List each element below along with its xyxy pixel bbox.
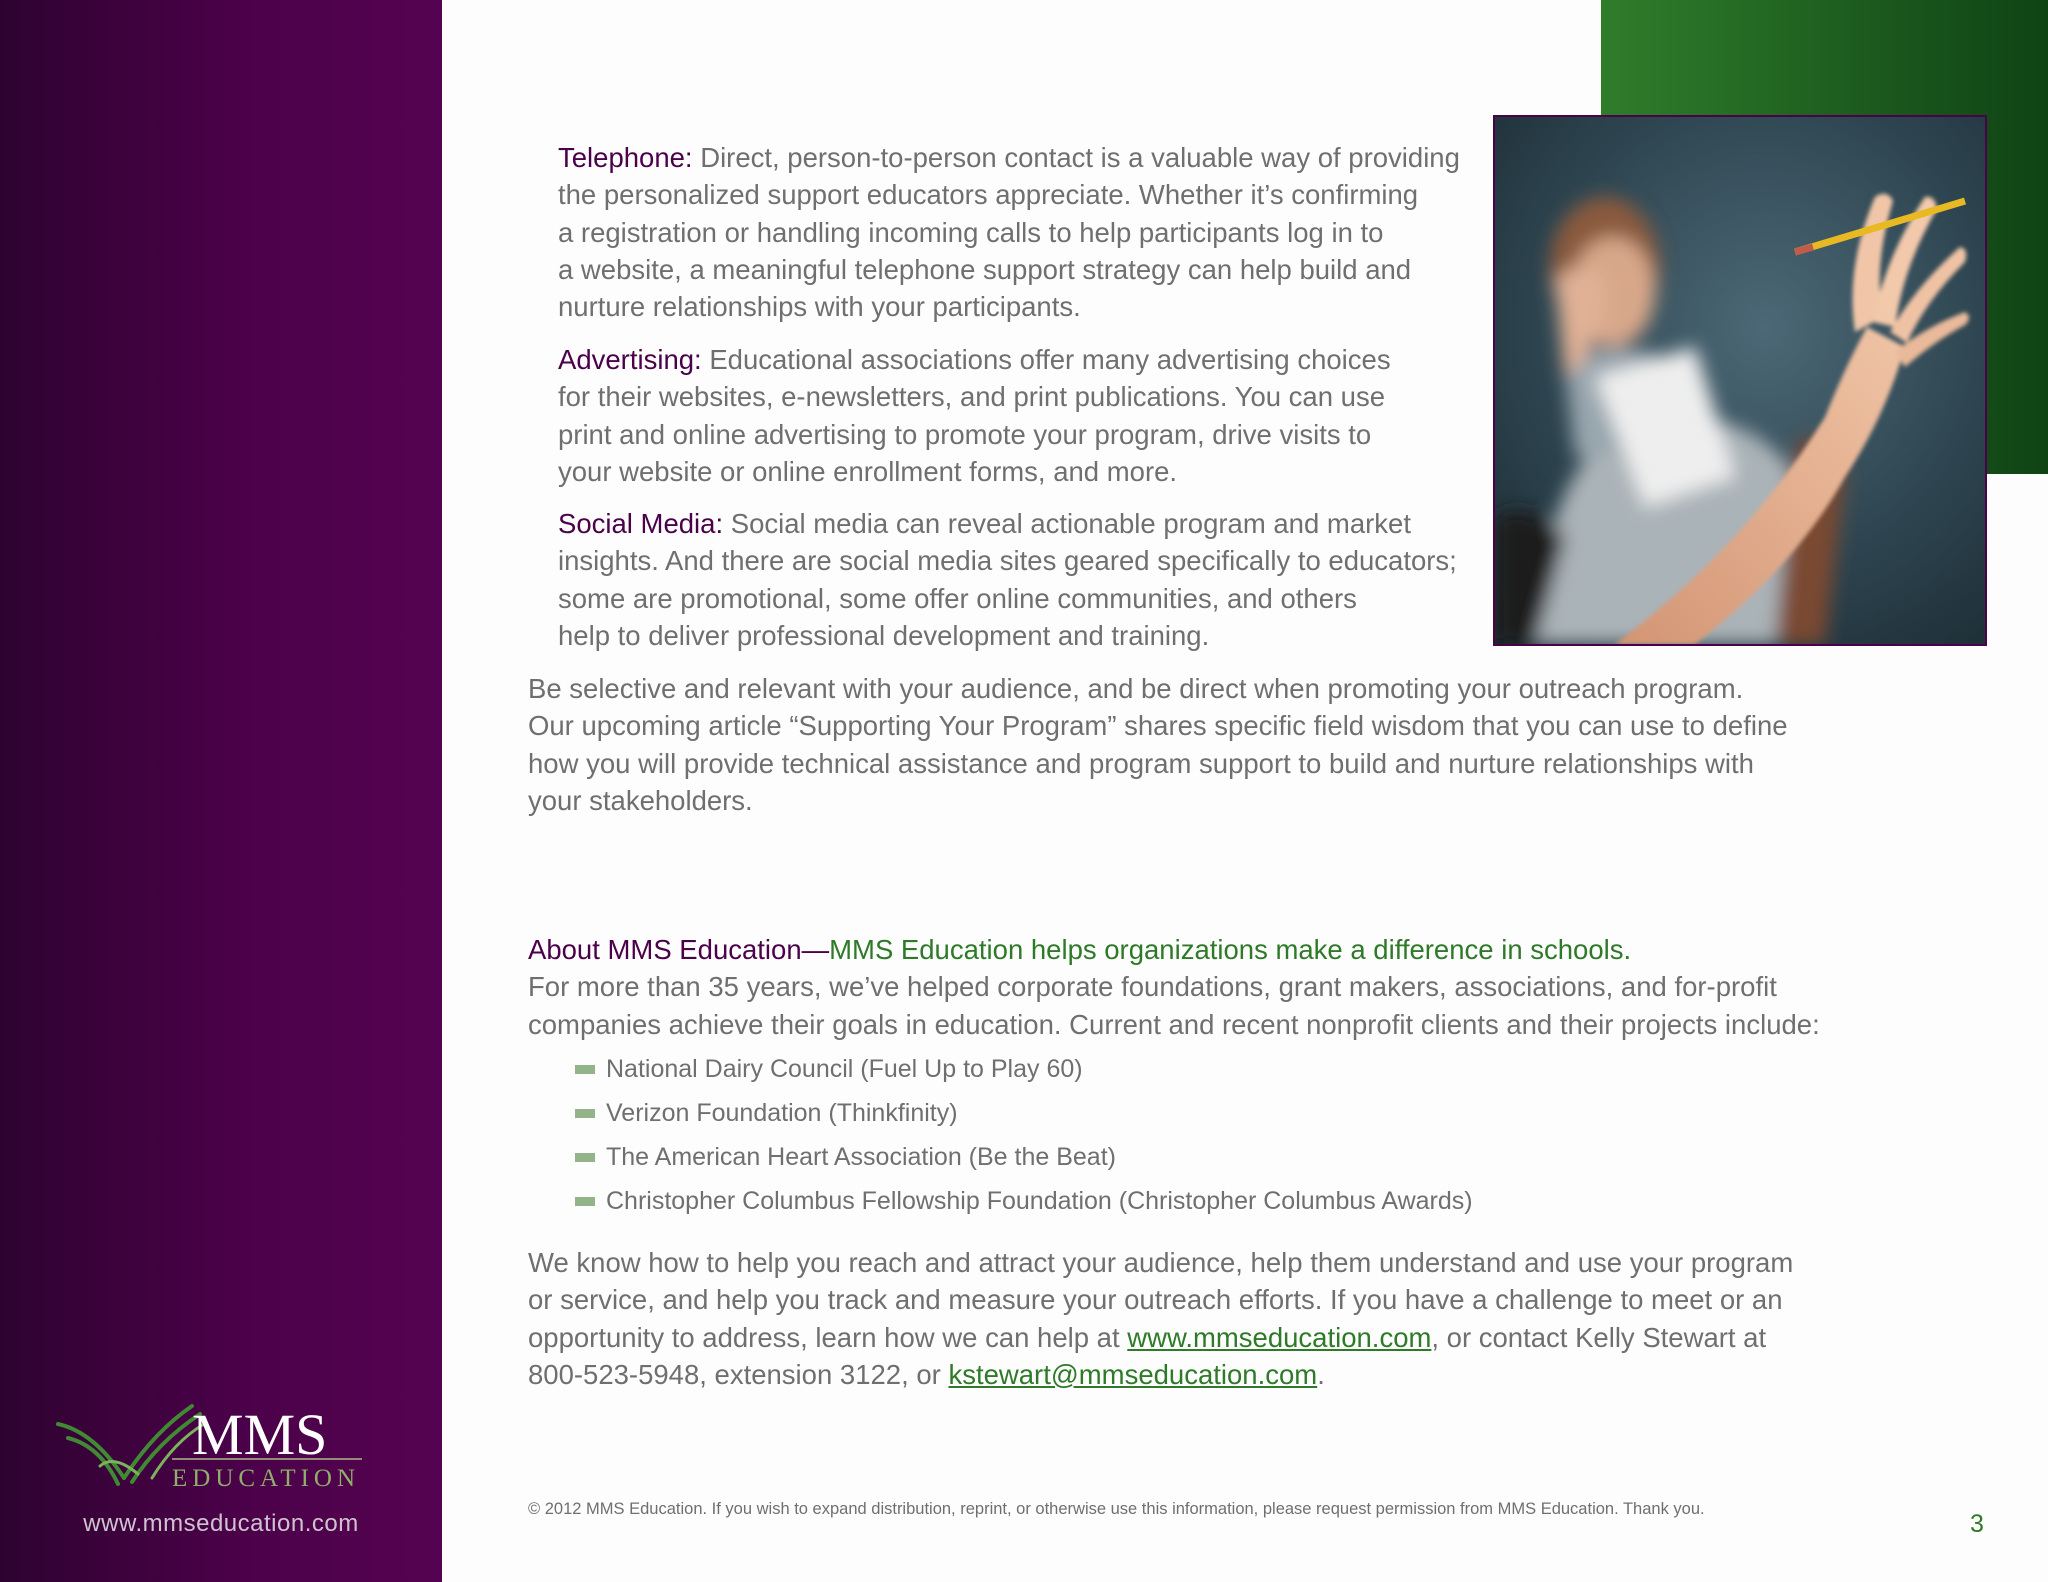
website-link[interactable]: www.mmseducation.com [1127,1321,1432,1353]
client-list [575,1049,1473,1225]
list-item [575,1181,1473,1225]
page-number: 3 [1970,1510,1984,1538]
telephone-line: Direct, person-to-person contact is a valuable way of providing [692,142,1460,173]
bullet-icon [575,1109,595,1118]
list-item [575,1049,1473,1093]
about-paragraph [528,931,1820,1043]
about-line: For more than 35 years, we’ve helped corporate foundations, grant makers, associations, and for-profit [528,971,1777,1003]
closing-paragraph [528,1244,1793,1393]
telephone-paragraph [558,139,1460,325]
telephone-line: a registration or handling incoming calls to help participants log in to [558,216,1384,248]
closing-line: , or contact Kelly Stewart at [1431,1321,1767,1353]
advertising-line: your website or online enrollment forms, and more. [558,455,1178,487]
social-media-line: insights. And there are social media sites geared specifically to educators; [558,545,1457,577]
social-media-paragraph [558,505,1457,654]
about-heading: About MMS Education— [528,934,830,965]
selective-line: your stakeholders. [528,784,753,816]
bullet-icon [575,1197,595,1206]
telephone-line: a website, a meaningful telephone support strategy can help build and [558,253,1412,285]
mms-education-logo [54,1402,366,1500]
logo-education-text: EDUCATION [172,1465,361,1492]
closing-line: 800-523-5948, extension 3122, or [528,1358,949,1390]
telephone-line: the personalized support educators appreciate. Whether it’s confirming [558,179,1419,211]
telephone-line: nurture relationships with your participants. [558,291,1081,323]
client-name: National Dairy Council (Fuel Up to Play 60) [606,1055,1083,1083]
logo-mms-text: MMS [192,1402,328,1467]
selective-line: Be selective and relevant with your audience, and be direct when promoting your outreach program. [528,673,1744,704]
classroom-photo [1493,115,1987,646]
selective-paragraph [528,670,1788,819]
client-name: The American Heart Association (Be the Beat) [606,1143,1116,1171]
copyright-notice: © 2012 MMS Education. If you wish to expand distribution, reprint, or otherwise use this information, please request permission from MMS Education. Thank you. [528,1500,1705,1518]
about-line: companies achieve their goals in education. Current and recent nonprofit clients and their projects include: [528,1008,1820,1040]
closing-line: or service, and help you track and measure your outreach efforts. If you have a challenge to meet or an [528,1284,1783,1316]
sidebar-website-url[interactable]: www.mmseducation.com [83,1510,359,1537]
about-tagline: MMS Education helps organizations make a difference in schools. [829,934,1632,965]
advertising-line: print and online advertising to promote your program, drive visits to [558,418,1372,450]
bullet-icon [575,1065,595,1074]
sidebar [0,0,442,1582]
advertising-line: for their websites, e-newsletters, and print publications. You can use [558,381,1386,413]
email-link[interactable]: kstewart@mmseducation.com [948,1358,1318,1390]
telephone-label: Telephone: [558,142,693,173]
social-media-line: help to deliver professional development and training. [558,619,1210,651]
selective-line: Our upcoming article “Supporting Your Program” shares specific field wisdom that you can use to define [528,710,1788,742]
closing-line: We know how to help you reach and attract your audience, help them understand and use your program [528,1247,1794,1278]
advertising-line: Educational associations offer many advertising choices [701,344,1391,375]
closing-line: . [1317,1358,1325,1390]
advertising-paragraph [558,341,1391,490]
social-media-line: Social media can reveal actionable program and market [723,508,1411,539]
advertising-label: Advertising: [558,344,702,375]
client-name: Christopher Columbus Fellowship Foundation (Christopher Columbus Awards) [606,1187,1473,1215]
closing-line: opportunity to address, learn how we can help at [528,1321,1128,1353]
bullet-icon [575,1153,595,1162]
selective-line: how you will provide technical assistance and program support to build and nurture relationships with [528,747,1754,779]
social-media-label: Social Media: [558,508,724,539]
client-name: Verizon Foundation (Thinkfinity) [606,1099,958,1127]
social-media-line: some are promotional, some offer online communities, and others [558,582,1357,614]
list-item [575,1137,1473,1181]
list-item [575,1093,1473,1137]
